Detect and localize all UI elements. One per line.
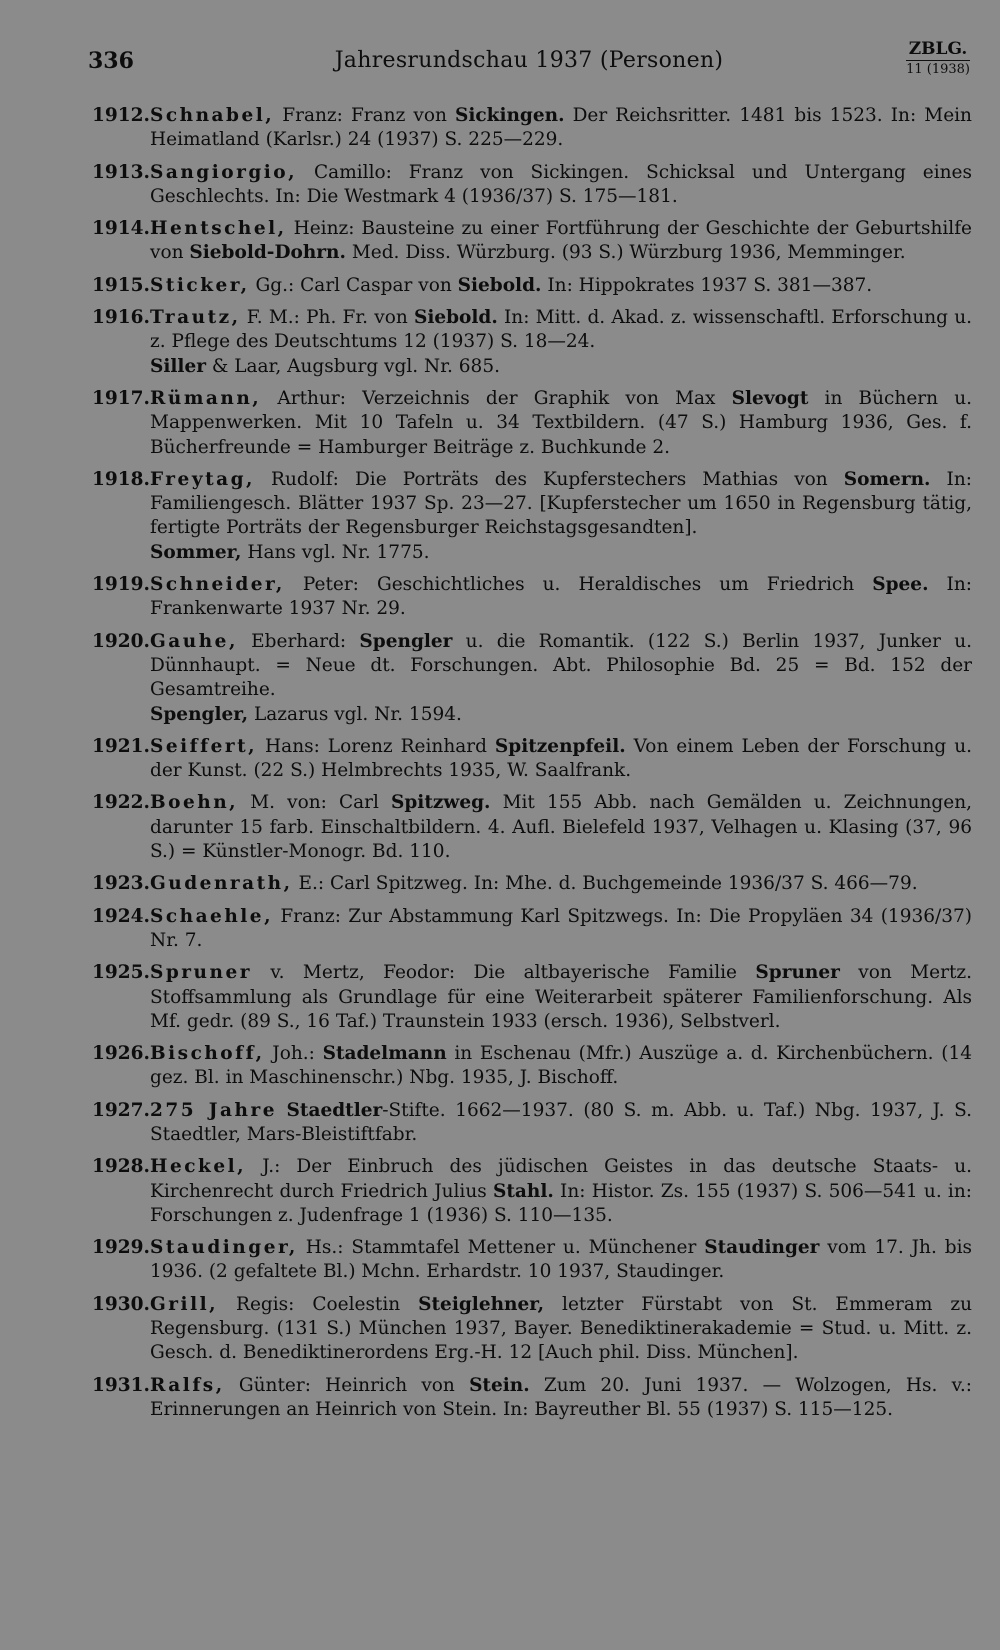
entry-number: 1925. (92, 962, 150, 984)
entry-number: 1919. (92, 574, 150, 596)
entry-citation (150, 574, 972, 619)
cross-reference-target: & Laar, Augsburg vgl. Nr. 685. (205, 355, 500, 377)
entry-details: Camillo: Franz von Sickingen. Schicksal und Untergang eines Geschlechts. In: Die Westmark 4 (1936/37) S. 175—181. (150, 161, 972, 207)
entry-subject: Spengler (359, 630, 453, 652)
bibliography-entry (92, 791, 972, 864)
entry-citation (150, 469, 972, 539)
entry-citation (150, 1043, 972, 1088)
entry-number: 1915. (92, 274, 150, 296)
entry-subject: Stadelmann (322, 1043, 447, 1065)
cross-reference-target: Lazarus vgl. Nr. 1594. (248, 703, 462, 725)
entry-publication: In: Histor. Zs. 155 (1937) S. 506—541 u. in: Forschungen z. Judenfrage 1 (1936) S. 110—135. (150, 1180, 972, 1226)
entry-number: 1928. (92, 1156, 150, 1178)
entry-text (150, 1236, 972, 1285)
bibliography-entry (92, 905, 972, 954)
entry-citation (150, 1375, 972, 1420)
entry-citation (150, 792, 972, 862)
entry-number: 1914. (92, 218, 150, 240)
entry-details: Gg.: Carl Caspar von (249, 274, 458, 296)
entry-citation (150, 218, 972, 263)
entry-number: 1912. (92, 105, 150, 126)
entry-publication: in Büchern u. Mappenwerken. Mit 10 Tafeln u. 34 Textbildern. (47 S.) Hamburg 1936, Ges. f. Bücherfreunde = Hamburger Beiträge z. Buchkunde 2. (150, 387, 972, 458)
entry-citation (150, 906, 972, 951)
entry-author: Schaehle, (150, 905, 274, 927)
entry-author: Hentschel, (150, 218, 287, 240)
entry-details: Arthur: Verzeichnis der Graphik von Max (261, 387, 732, 409)
entry-subject: Somern. (843, 468, 931, 490)
entry-text (150, 387, 972, 460)
entry-citation (150, 1237, 972, 1282)
entry-subject: Spee. (872, 574, 929, 596)
bibliography-entry (92, 1042, 972, 1091)
entry-publication: Mit 155 Abb. nach Gemälden u. Zeichnungen, darunter 15 farb. Einschaltbildern. 4. Aufl. Bielefeld 1937, Velhagen u. Klasing (37, 96 S.) = Künstler-Monogr. Bd. 110. (150, 792, 972, 863)
entry-publication: -Stifte. 1662—1937. (80 S. m. Abb. u. Taf.) Nbg. 1937, J. S. Staedtler, Mars-Bleistiftfabr. (150, 1099, 972, 1145)
running-title: Jahresrundschau 1937 (Personen) (334, 48, 724, 73)
entry-number: 1929. (92, 1237, 150, 1259)
entry-details (277, 1100, 287, 1121)
bibliography-entry (92, 468, 972, 565)
entry-number: 1921. (92, 735, 150, 757)
entry-author: Ralfs, (150, 1374, 225, 1396)
entry-publication: In: Mitt. d. Akad. z. wissenschaftl. Erforschung u. z. Pflege des Deutschtums 12 (1937) S. 18—24. (150, 307, 972, 353)
entry-text (150, 791, 972, 864)
entry-subject: Spitzenpfeil. (494, 735, 626, 757)
entry-number: 1930. (92, 1293, 150, 1315)
journal-volume: 11 (1938) (906, 61, 970, 77)
bibliography-entry (92, 1374, 972, 1423)
entry-number: 1931. (92, 1374, 150, 1396)
entry-text (150, 1374, 972, 1423)
entry-text (150, 1099, 972, 1148)
entry-publication: vom 17. Jh. bis 1936. (2 gefaltete Bl.) Mchn. Erhardstr. 10 1937, Staudinger. (150, 1237, 972, 1283)
entry-author: Rümann, (150, 387, 262, 409)
entry-text (150, 274, 972, 298)
entry-subject: Staedtler (286, 1099, 383, 1121)
entry-subject: Stein. (469, 1374, 530, 1396)
bibliography-entry (92, 735, 972, 784)
entry-citation (150, 631, 972, 701)
page-number: 336 (88, 48, 134, 74)
bibliography-entry (92, 274, 972, 298)
entry-details: Joh.: (264, 1043, 323, 1065)
entry-author: Staudinger, (150, 1237, 298, 1259)
entry-text (150, 961, 972, 1034)
entry-citation (150, 736, 972, 781)
bibliography-entry (92, 104, 972, 153)
entry-details: Günter: Heinrich von (224, 1374, 470, 1396)
entry-number: 1922. (92, 792, 150, 814)
entry-author: Grill, (150, 1293, 219, 1315)
entry-details: E.: Carl Spitzweg. In: Mhe. d. Buchgemeinde 1936/37 S. 466—79. (292, 873, 918, 895)
bibliography-list (92, 104, 972, 1430)
entry-details: M. von: Carl (238, 792, 392, 814)
entry-text (150, 630, 972, 727)
journal-abbreviation: ZBLG. (906, 40, 970, 61)
entry-text (150, 306, 972, 379)
entry-author: Boehn, (150, 792, 239, 814)
entry-details: Eberhard: (237, 630, 360, 652)
bibliography-entry (92, 217, 972, 266)
journal-reference (906, 40, 970, 77)
cross-reference (150, 703, 972, 727)
entry-author: Seiffert, (150, 735, 258, 757)
entry-subject: Slevogt (731, 387, 809, 409)
entry-author: 275 Jahre (150, 1099, 277, 1121)
entry-details: Peter: Geschichtliches u. Heraldisches um Friedrich (284, 574, 873, 596)
entry-citation (150, 275, 872, 296)
entry-details: J.: Der Einbruch des jüdischen Geistes in das deutsche Staats- u. Kirchenrecht durch Friedrich Julius (150, 1156, 972, 1202)
bibliography-entry (92, 1293, 972, 1366)
entry-subject: Siebold. (457, 274, 542, 296)
entry-details: Rudolf: Die Porträts des Kupferstechers Mathias von (254, 468, 844, 490)
entry-author: Gauhe, (150, 630, 238, 652)
entry-publication: In: Hippokrates 1937 S. 381—387. (541, 274, 873, 296)
entry-author: Trautz, (150, 307, 241, 329)
entry-number: 1920. (92, 630, 150, 652)
entry-citation (150, 1100, 972, 1145)
entry-publication: In: Familiengesch. Blätter 1937 Sp. 23—27. [Kupferstecher um 1650 in Regensburg tätig, fertigte Porträts der Regensburger Reichstagsgesandten]. (150, 468, 972, 539)
entry-publication: letzter Fürstabt von St. Emmeram zu Regensburg. (131 S.) München 1937, Bayer. Benediktinerakademie = Stud. u. Mitt. z. Gesch. d. Benediktinerordens Erg.-H. 12 [Auch phil. Diss. München]. (150, 1293, 972, 1364)
entry-text (150, 1293, 972, 1366)
entry-text (150, 468, 972, 565)
entry-text (150, 1155, 972, 1228)
entry-number: 1913. (92, 161, 150, 183)
entry-subject: Spitzweg. (391, 792, 491, 814)
entry-subject: Siebold. (413, 307, 498, 329)
entry-number: 1917. (92, 387, 150, 409)
cross-reference (150, 541, 972, 565)
entry-author: Schnabel, (150, 105, 275, 126)
entry-subject: Stahl. (492, 1180, 554, 1202)
entry-subject: Sickingen. (454, 105, 565, 126)
bibliography-entry (92, 872, 972, 896)
entry-citation (150, 1156, 972, 1226)
entry-details: Regis: Coelestin (218, 1293, 419, 1315)
entry-author: Heckel, (150, 1156, 247, 1178)
entry-author: Bischoff, (150, 1043, 265, 1065)
entry-author: Spruner (150, 962, 252, 984)
cross-reference-name: Siller (150, 355, 206, 377)
bibliography-entry (92, 573, 972, 622)
entry-subject: Staudinger (704, 1237, 820, 1259)
entry-text (150, 1042, 972, 1091)
entry-details: v. Mertz, Feodor: Die altbayerische Familie (251, 962, 756, 984)
entry-citation (150, 1294, 972, 1364)
bibliography-entry (92, 630, 972, 727)
entry-citation (150, 388, 972, 458)
entry-text (150, 573, 972, 622)
entry-citation (150, 162, 972, 207)
entry-details: Hans: Lorenz Reinhard (257, 735, 495, 757)
entry-publication: Der Reichsritter. 1481 bis 1523. In: Mein Heimatland (Karlsr.) 24 (1937) S. 225—229. (150, 105, 972, 151)
entry-author: Sticker, (150, 274, 250, 296)
entry-publication: u. die Romantik. (122 S.) Berlin 1937, Junker u. Dünnhaupt. = Neue dt. Forschungen. Abt. Philosophie Bd. 25 = Bd. 152 der Gesamtreihe. (150, 630, 972, 701)
entry-author: Sangiorgio, (150, 161, 298, 183)
entry-publication: Med. Diss. Würzburg. (93 S.) Würzburg 1936, Memminger. (345, 242, 906, 264)
page-header (88, 38, 970, 98)
entry-publication: von Mertz. Stoffsammlung als Grundlage für eine Weiterarbeit späterer Familienforschung. Als Mf. gedr. (89 S., 16 Taf.) Traunstein 1933 (ersch. 1936), Selbstverl. (150, 962, 973, 1032)
entry-details: Hs.: Stammtafel Mettener u. Münchener (297, 1237, 705, 1259)
entry-publication: Zum 20. Juni 1937. — Wolzogen, Hs. v.: Erinnerungen an Heinrich von Stein. In: Bayreuther Bl. 55 (1937) S. 115—125. (150, 1374, 972, 1420)
entry-publication: In: Frankenwarte 1937 Nr. 29. (150, 574, 972, 620)
bibliography-entry (92, 387, 972, 460)
cross-reference (150, 355, 972, 379)
entry-text (150, 735, 972, 784)
entry-author: Freytag, (150, 468, 255, 490)
entry-details: F. M.: Ph. Fr. von (240, 307, 414, 329)
entry-details: Franz: Zur Abstammung Karl Spitzwegs. In: Die Propyläen 34 (1936/37) Nr. 7. (150, 905, 972, 951)
entry-publication: in Eschenau (Mfr.) Auszüge a. d. Kirchenbüchern. (14 gez. Bl. in Maschinenschr.) Nbg. 1935, J. Bischoff. (150, 1043, 973, 1089)
bibliography-entry (92, 161, 972, 210)
entry-author: Schneider, (150, 574, 285, 596)
entry-citation (150, 105, 972, 150)
entry-text (150, 104, 972, 153)
entry-text (150, 872, 972, 896)
entry-number: 1916. (92, 307, 150, 329)
entry-number: 1927. (92, 1099, 150, 1121)
entry-subject: Spruner (755, 962, 840, 984)
entry-citation (150, 307, 972, 352)
entry-citation (150, 962, 972, 1032)
entry-details: Franz: Franz von (274, 105, 455, 126)
entry-number: 1924. (92, 905, 150, 927)
entry-details: Heinz: Bausteine zu einer Fortführung der Geschichte der Geburtshilfe von (150, 218, 972, 264)
entry-author: Gudenrath, (150, 873, 293, 895)
entry-text (150, 905, 972, 954)
bibliography-entry (92, 306, 972, 379)
entry-number: 1923. (92, 873, 150, 895)
entry-number: 1918. (92, 468, 150, 490)
bibliography-entry (92, 1099, 972, 1148)
entry-publication: Von einem Leben der Forschung u. der Kunst. (22 S.) Helmbrechts 1935, W. Saalfrank. (150, 735, 973, 782)
bibliography-entry (92, 1155, 972, 1228)
entry-text (150, 217, 972, 266)
entry-citation (150, 873, 918, 894)
bibliography-entry (92, 1236, 972, 1285)
entry-subject: Siebold-Dohrn. (189, 242, 346, 264)
entry-subject: Steiglehner, (418, 1293, 545, 1315)
bibliography-entry (92, 961, 972, 1034)
cross-reference-target: Hans vgl. Nr. 1775. (241, 541, 430, 563)
cross-reference-name: Spengler, (150, 703, 249, 725)
entry-text (150, 161, 972, 210)
cross-reference-name: Sommer, (150, 541, 242, 563)
entry-number: 1926. (92, 1043, 150, 1065)
